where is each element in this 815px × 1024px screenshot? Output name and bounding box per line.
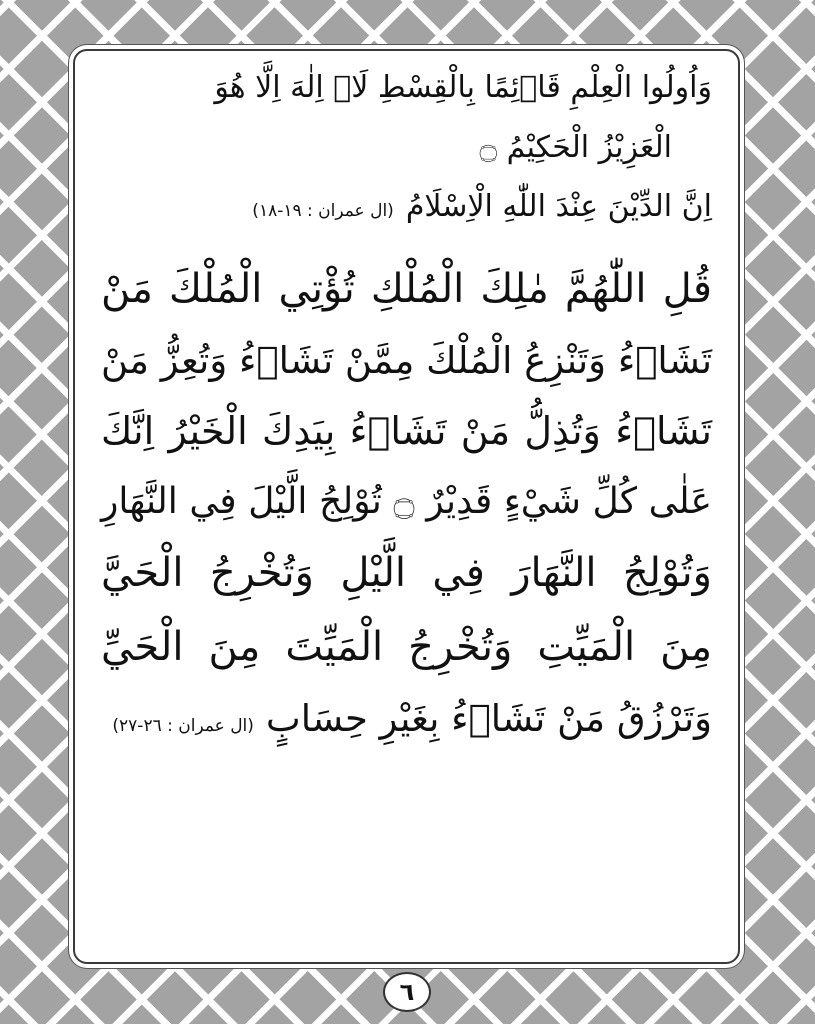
main-verse-line-6: مِنَ الْمَيِّتِ وَتُخْرِجُ الْمَيِّتَ مِنَ الْحَيِّ xyxy=(101,624,712,671)
main-verse-line-5: وَتُوْلِجُ النَّهَارَ فِي الَّيْلِ وَتُخْرِجُ الْحَيَّ xyxy=(101,550,712,597)
page-number-badge: ٦ xyxy=(383,972,431,1012)
verse-line-islam xyxy=(101,188,712,226)
main-verse-block xyxy=(101,264,712,743)
verse-line-1: وَاُولُوا الْعِلْمِ قَاۤئِمًا بِالْقِسْطِ لَاۤ اِلٰهَ اِلَّا هُوَ xyxy=(214,70,712,105)
top-verse-block xyxy=(101,69,712,226)
main-verse-line-4: عَلٰى كُلِّ شَيْءٍ قَدِيْرٌ ۝ تُوْلِجُ الَّيْلَ فِي النَّهَارِ xyxy=(101,481,712,523)
main-verse-line-3: تَشَاۤءُ وَتُذِلُّ مَنْ تَشَاۤءُ بِيَدِكَ الْخَيْرُ اِنَّكَ xyxy=(101,408,712,453)
main-verse-line-2: تَشَاۤءُ وَتَنْزِعُ الْمُلْكَ مِمَّنْ تَشَاۤءُ وَتُعِزُّ مَنْ xyxy=(101,338,712,382)
surah-reference-1: (ال عمران : ١٩-١٨) xyxy=(252,201,394,221)
main-verse-line-7 xyxy=(101,696,712,742)
surah-reference-2: (ال عمران : ٢٦-٢٧) xyxy=(112,716,254,737)
last-verse-text: وَتَرْزُقُ مَنْ تَشَاۤءُ بِغَيْرِ حِسَابٍ xyxy=(265,697,712,741)
verse-islam-text: اِنَّ الدِّيْنَ عِنْدَ اللّٰهِ الْاِسْلَامُ xyxy=(405,189,712,224)
page-content-panel xyxy=(73,49,740,964)
main-verse-line-1: قُلِ اللّٰهُمَّ مٰلِكَ الْمُلْكِ تُؤْتِي الْمُلْكَ مَنْ xyxy=(101,265,712,312)
verse-line-2: الْعَزِيْزُ الْحَكِيْمُ ۝ xyxy=(479,129,672,165)
